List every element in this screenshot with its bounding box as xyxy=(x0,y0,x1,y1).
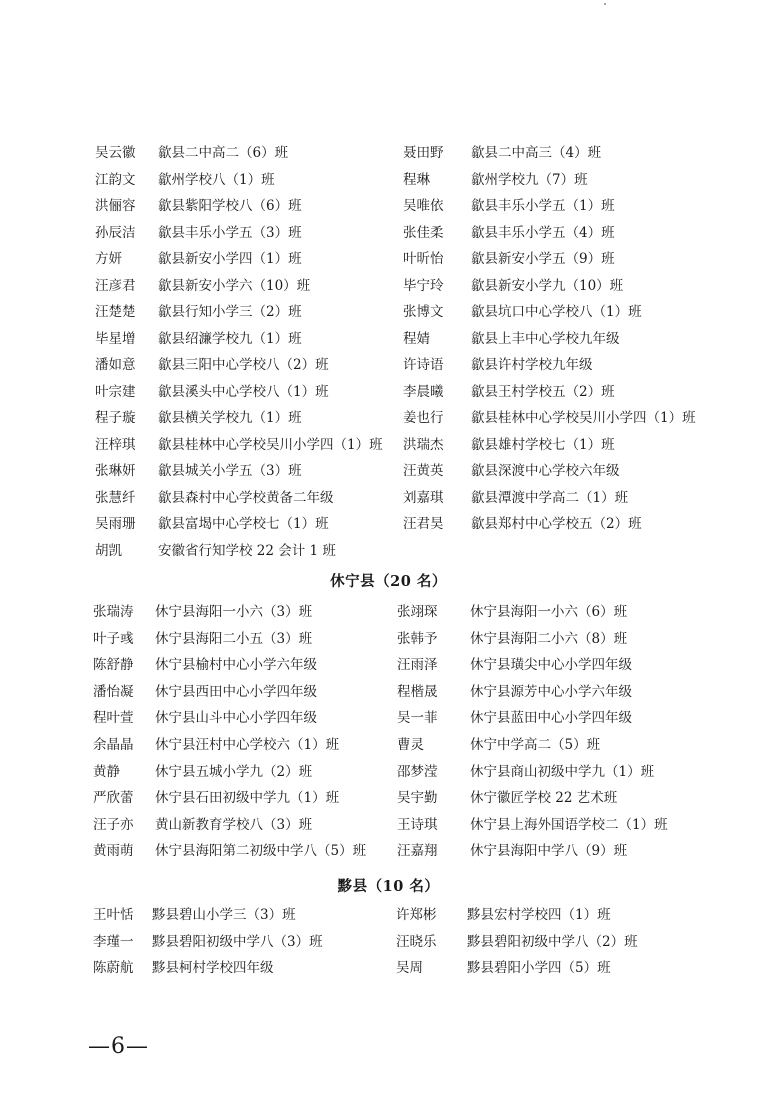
school-class: 歙县富堨中心学校七（1）班 xyxy=(158,516,329,532)
list-row xyxy=(0,379,777,406)
school-class: 休宁县五城小学九（2）班 xyxy=(155,763,313,780)
school-class: 休宁县海阳第二初级中学八（5）班 xyxy=(155,843,367,860)
school-class: 休宁县上海外国语学校二（1）班 xyxy=(470,816,668,833)
school-class: 歙县二中高二（6）班 xyxy=(158,145,289,161)
school-class: 安徽省行知学校 22 会计 1 班 xyxy=(158,542,336,559)
student-name: 程琳 xyxy=(403,171,430,188)
student-name: 黄雨萌 xyxy=(93,843,134,860)
school-class: 歙县三阳中心学校八（2）班 xyxy=(158,357,329,373)
student-name: 汪楚楚 xyxy=(95,304,136,320)
list-row xyxy=(0,838,777,865)
student-name: 程楷晟 xyxy=(397,683,438,700)
school-class: 休宁县璜尖中心小学四年级 xyxy=(470,657,632,674)
school-class: 休宁中学高二（5）班 xyxy=(470,736,601,753)
list-row xyxy=(0,599,777,626)
list-row xyxy=(0,812,777,839)
list-row xyxy=(0,458,777,485)
student-name: 汪黄英 xyxy=(403,463,444,479)
list-row xyxy=(0,538,777,565)
student-name: 潘怡凝 xyxy=(93,683,134,700)
school-class: 歙州学校九（7）班 xyxy=(471,171,588,188)
scan-speck xyxy=(604,3,606,5)
school-class: 歙县紫阳学校八（6）班 xyxy=(158,198,302,214)
shexian-list xyxy=(0,140,777,564)
student-name: 程婧 xyxy=(403,330,430,347)
list-row xyxy=(0,902,777,929)
list-row xyxy=(0,167,777,194)
student-name: 程叶萱 xyxy=(93,710,134,727)
school-class: 休宁县西田中心小学四年级 xyxy=(155,683,317,700)
list-row xyxy=(0,785,777,812)
list-row xyxy=(0,246,777,273)
school-class: 休宁县榆村中心小学六年级 xyxy=(155,657,317,674)
list-row xyxy=(0,485,777,512)
school-class: 黟县宏村学校四（1）班 xyxy=(467,907,611,923)
list-row xyxy=(0,326,777,353)
student-name: 汪晓乐 xyxy=(396,933,437,950)
school-class: 歙县横关学校九（1）班 xyxy=(158,410,302,426)
student-name: 吴云徽 xyxy=(95,145,136,161)
student-name: 程子璇 xyxy=(95,410,136,426)
student-name: 吴周 xyxy=(396,960,423,976)
student-name: 张翊琛 xyxy=(397,604,438,620)
student-name: 汪雨泽 xyxy=(397,657,438,674)
school-class: 歙县上丰中心学校九年级 xyxy=(471,330,620,347)
school-class: 黟县碧阳小学四（5）班 xyxy=(467,960,611,976)
school-class: 休宁县商山初级中学九（1）班 xyxy=(470,763,655,780)
list-row xyxy=(0,432,777,459)
student-name: 黄静 xyxy=(93,763,120,780)
list-row xyxy=(0,955,777,982)
student-name: 胡凯 xyxy=(95,542,122,559)
list-row xyxy=(0,193,777,220)
school-class: 歙县丰乐小学五（4）班 xyxy=(471,224,615,241)
school-class: 歙县新安小学四（1）班 xyxy=(158,251,302,267)
school-class: 歙县桂林中心学校吴川小学四（1）班 xyxy=(471,410,696,426)
yixian-list xyxy=(0,902,777,982)
school-class: 黟县碧阳初级中学八（3）班 xyxy=(152,933,323,950)
list-row xyxy=(0,705,777,732)
list-row xyxy=(0,759,777,786)
school-class: 休宁县海阳二小六（8）班 xyxy=(470,630,628,647)
school-class: 歙州学校八（1）班 xyxy=(158,171,275,188)
student-name: 曹灵 xyxy=(397,736,424,753)
school-class: 歙县森村中心学校黄备二年级 xyxy=(158,489,334,506)
list-row xyxy=(0,511,777,538)
list-row xyxy=(0,405,777,432)
school-class: 歙县郑村中心学校五（2）班 xyxy=(471,516,642,532)
list-row xyxy=(0,626,777,653)
school-class: 休宁县石田初级中学九（1）班 xyxy=(155,790,340,807)
student-name: 严欣蕾 xyxy=(93,790,134,807)
student-name: 姜也行 xyxy=(403,410,444,426)
student-name: 李瑾一 xyxy=(93,933,134,950)
page-number: —6— xyxy=(88,1034,149,1059)
student-name: 汪子亦 xyxy=(93,816,134,833)
school-class: 黟县碧阳初级中学八（2）班 xyxy=(467,933,638,950)
student-name: 潘如意 xyxy=(95,357,136,373)
student-name: 张韩予 xyxy=(397,630,438,647)
list-row xyxy=(0,352,777,379)
list-row xyxy=(0,273,777,300)
student-name: 汪梓琪 xyxy=(95,436,136,453)
student-name: 汪嘉翔 xyxy=(397,843,438,860)
student-name: 吴雨珊 xyxy=(95,516,136,532)
student-name: 聂田野 xyxy=(403,145,444,161)
school-class: 黟县柯村学校四年级 xyxy=(152,960,274,976)
school-class: 歙县新安小学五（9）班 xyxy=(471,251,615,267)
student-name: 毕星增 xyxy=(95,330,136,347)
school-class: 歙县坑口中心学校八（1）班 xyxy=(471,304,642,320)
school-class: 歙县二中高三（4）班 xyxy=(471,145,602,161)
list-row xyxy=(0,299,777,326)
student-name: 吴唯依 xyxy=(403,198,444,214)
student-name: 方妍 xyxy=(95,251,122,267)
school-class: 歙县丰乐小学五（1）班 xyxy=(471,198,615,214)
school-class: 歙县王村学校五（2）班 xyxy=(471,383,615,400)
school-class: 黄山新教育学校八（3）班 xyxy=(155,816,313,833)
section-heading-yixian: 黟县（10 名） xyxy=(337,878,440,895)
school-class: 黟县碧山小学三（3）班 xyxy=(152,907,296,923)
student-name: 吴宇勤 xyxy=(397,790,438,807)
student-name: 王诗琪 xyxy=(397,816,438,833)
school-class: 休宁县山斗中心小学四年级 xyxy=(155,710,317,727)
student-name: 江韵文 xyxy=(95,171,136,188)
student-name: 张佳柔 xyxy=(403,224,444,241)
school-class: 歙县丰乐小学五（3）班 xyxy=(158,224,302,241)
student-name: 李晨曦 xyxy=(403,383,444,400)
student-name: 洪俪容 xyxy=(95,198,136,214)
list-row xyxy=(0,652,777,679)
list-row xyxy=(0,929,777,956)
school-class: 休宁徽匠学校 22 艺术班 xyxy=(470,790,618,807)
school-class: 歙县城关小学五（3）班 xyxy=(158,463,302,479)
school-class: 歙县雄村学校七（1）班 xyxy=(471,436,615,453)
student-name: 洪瑞杰 xyxy=(403,436,444,453)
list-row xyxy=(0,679,777,706)
school-class: 歙县桂林中心学校吴川小学四（1）班 xyxy=(158,436,383,453)
student-name: 许郑彬 xyxy=(396,907,437,923)
school-class: 歙县新安小学九（10）班 xyxy=(471,277,624,294)
list-row xyxy=(0,140,777,167)
xiuning-list xyxy=(0,599,777,865)
student-name: 陈蔚航 xyxy=(93,960,134,976)
student-name: 张琳妍 xyxy=(95,463,136,479)
school-class: 歙县潭渡中学高二（1）班 xyxy=(471,489,629,506)
list-row xyxy=(0,732,777,759)
school-class: 歙县新安小学六（10）班 xyxy=(158,277,311,294)
school-class: 休宁县海阳中学八（9）班 xyxy=(470,843,628,860)
student-name: 孙辰洁 xyxy=(95,224,136,241)
school-class: 歙县行知小学三（2）班 xyxy=(158,304,302,320)
student-name: 王叶恬 xyxy=(93,907,134,923)
school-class: 休宁县源芳中心小学六年级 xyxy=(470,683,632,700)
student-name: 毕宁玲 xyxy=(403,277,444,294)
student-name: 许诗语 xyxy=(403,357,444,373)
school-class: 休宁县海阳一小六（3）班 xyxy=(155,604,313,620)
student-name: 叶子彧 xyxy=(93,630,134,647)
student-name: 刘嘉琪 xyxy=(403,489,444,506)
student-name: 张博文 xyxy=(403,304,444,320)
school-class: 休宁县汪村中心学校六（1）班 xyxy=(155,736,340,753)
list-row xyxy=(0,220,777,247)
school-class: 歙县许村学校九年级 xyxy=(471,357,593,373)
student-name: 叶昕怡 xyxy=(403,251,444,267)
student-name: 张瑞涛 xyxy=(93,604,134,620)
student-name: 汪彦君 xyxy=(95,277,136,294)
student-name: 吴一菲 xyxy=(397,710,438,727)
school-class: 休宁县海阳一小六（6）班 xyxy=(470,604,628,620)
school-class: 休宁县海阳二小五（3）班 xyxy=(155,630,313,647)
student-name: 邵梦滢 xyxy=(397,763,438,780)
student-name: 余晶晶 xyxy=(93,736,134,753)
school-class: 歙县溪头中心学校八（1）班 xyxy=(158,383,329,400)
school-class: 歙县绍濂学校九（1）班 xyxy=(158,330,302,347)
student-name: 汪君昊 xyxy=(403,516,444,532)
school-class: 休宁县蓝田中心小学四年级 xyxy=(470,710,632,727)
section-heading-xiuning: 休宁县（20 名） xyxy=(330,573,447,590)
student-name: 陈舒静 xyxy=(93,657,134,674)
student-name: 张慧纤 xyxy=(95,489,136,506)
school-class: 歙县深渡中心学校六年级 xyxy=(471,463,620,479)
student-name: 叶宗建 xyxy=(95,383,136,400)
